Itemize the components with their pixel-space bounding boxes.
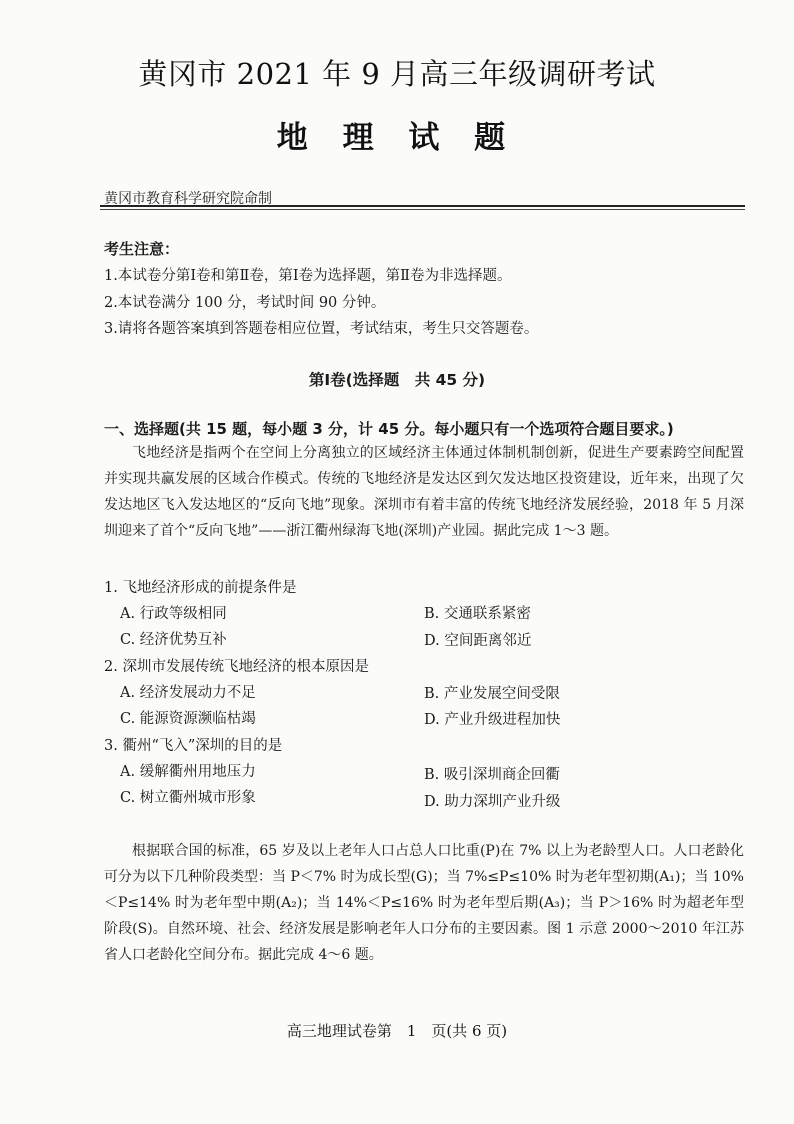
question-2-stem: 2. 深圳市发展传统飞地经济的根本原因是 xyxy=(104,659,369,675)
notice-item: 2.本试卷满分 100 分，考试时间 90 分钟。 xyxy=(104,295,386,311)
section-heading: 第Ⅰ卷(选择题 共 45 分) xyxy=(308,371,486,389)
question-1-option-d: D. 空间距离邻近 xyxy=(424,633,532,649)
notice-title: 考生注意： xyxy=(104,240,180,258)
question-3-option-c: C. 树立衢州城市形象 xyxy=(120,790,256,806)
question-2-option-d: D. 产业升级进程加快 xyxy=(424,712,561,728)
question-3-option-b: B. 吸引深圳商企回衢 xyxy=(424,767,560,783)
notice-item: 3.请将各题答案填到答题卷相应位置，考试结束，考生只交答题卷。 xyxy=(104,321,539,337)
question-3-stem: 3. 衢州“飞入”深圳的目的是 xyxy=(104,738,283,754)
question-1-stem: 1. 飞地经济形成的前提条件是 xyxy=(104,580,297,596)
question-2-option-c: C. 能源资源濒临枯竭 xyxy=(120,711,256,727)
page-footer: 高三地理试卷第 1 页(共 6 页) xyxy=(286,1022,508,1040)
subject-title: 地 理 试 题 xyxy=(276,120,518,156)
part-heading: 一、选择题(共 15 题，每小题 3 分，计 45 分。每小题只有一个选项符合题目要求。) xyxy=(104,420,674,438)
question-3-option-a: A. 缓解衢州用地压力 xyxy=(120,764,256,780)
question-2-option-a: A. 经济发展动力不足 xyxy=(120,685,256,701)
question-3-option-d: D. 助力深圳产业升级 xyxy=(424,794,561,810)
header-divider xyxy=(100,205,745,207)
header-divider-thin xyxy=(100,209,745,210)
exam-title: 黄冈市 2021 年 9 月高三年级调研考试 xyxy=(138,57,656,91)
question-1-option-a: A. 行政等级相同 xyxy=(120,606,227,622)
question-2-option-b: B. 产业发展空间受限 xyxy=(424,686,560,702)
passage-1: 飞地经济是指两个在空间上分离独立的区域经济主体通过体制机制创新，促进生产要素跨空间配置并实现共赢发展的区域合作模式。传统的飞地经济是发达区到欠发达地区投资建设，近年来，出现了欠发达地区飞入发达地区的“反向飞地”现象。深圳市有着丰富的传统飞地经济发展经验，2018 年 5 月深圳迎来了首个“反向飞地”——浙江衢州绿海飞地(深圳)产业园。据此完成 1～3 题。 xyxy=(104,445,744,539)
question-1-option-c: C. 经济优势互补 xyxy=(120,632,227,648)
question-1-option-b: B. 交通联系紧密 xyxy=(424,606,531,622)
passage-2: 根据联合国的标准，65 岁及以上老年人口占总人口比重(P)在 7% 以上为老龄型人口。人口老龄化可分为以下几种阶段类型：当 P＜7% 时为成长型(G)；当 7%≤P≤10% 时为老年型初期(A₁)；当 10%＜P≤14% 时为老年型中期(A₂)；当 14%＜P≤16% 时为老年型后期(A₃)；当 P＞16% 时为超老年型阶段(S)。自然环境、社会、经济发展是影响老年人口分布的主要因素。图 1 示意 2000～2010 年江苏省人口老龄化空间分布。据此完成 4～6 题。 xyxy=(104,843,744,963)
publisher-line: 黄冈市教育科学研究院命制 xyxy=(104,191,272,207)
notice-item: 1.本试卷分第Ⅰ卷和第Ⅱ卷，第Ⅰ卷为选择题，第Ⅱ卷为非选择题。 xyxy=(104,268,512,284)
